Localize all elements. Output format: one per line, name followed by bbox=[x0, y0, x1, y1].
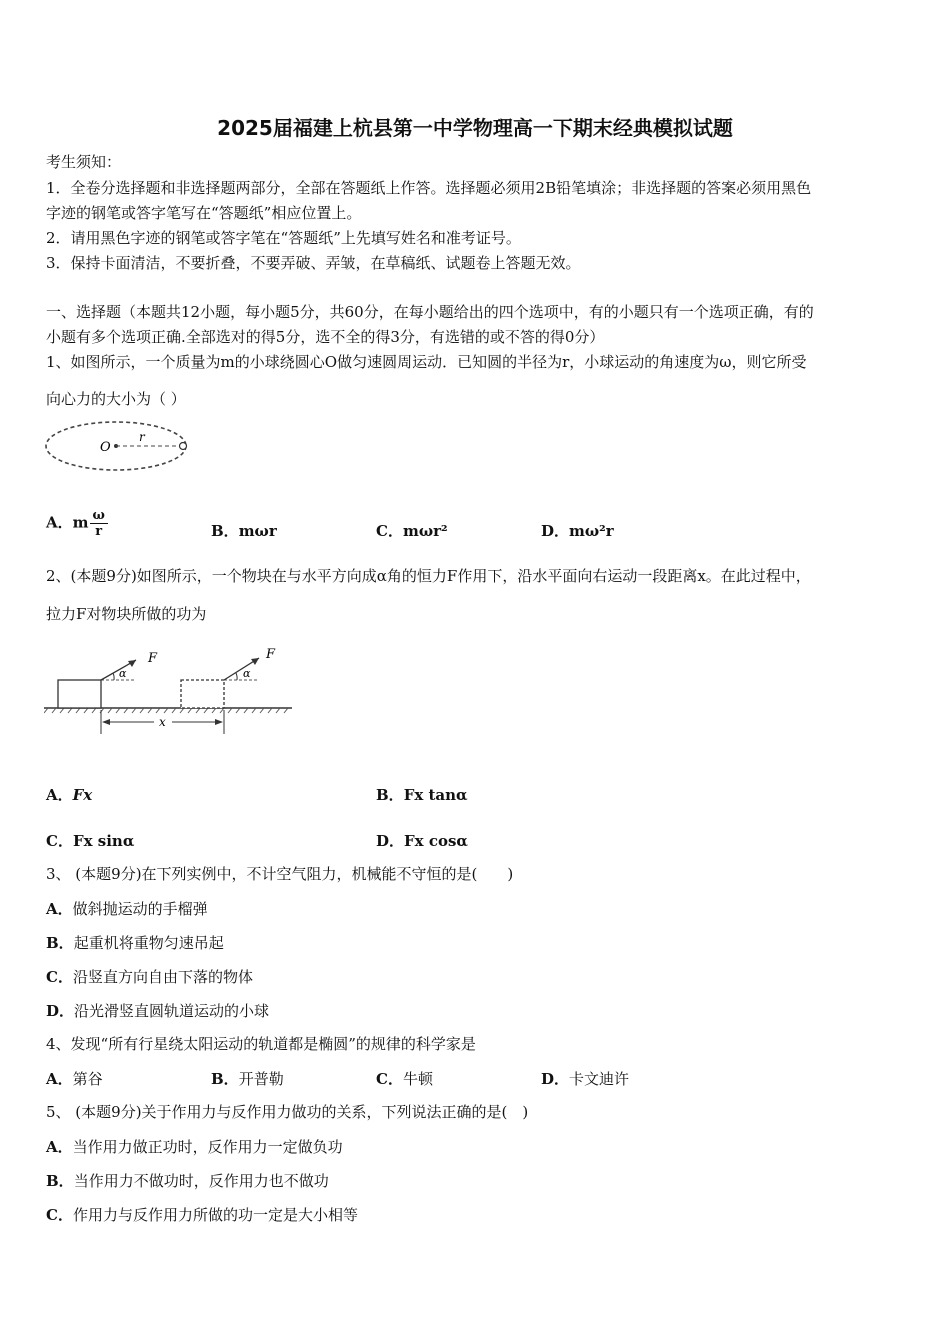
q2-option-d[interactable]: D．Fx cosα bbox=[376, 832, 468, 850]
q4-option-d[interactable]: D．卡文迪许 bbox=[541, 1070, 630, 1088]
label-alpha-1: α bbox=[119, 667, 127, 680]
q2-stem-line2: 拉力F对物块所做的功为 bbox=[46, 605, 207, 623]
label-O: O bbox=[100, 440, 111, 455]
dim-arrow-right bbox=[215, 719, 223, 725]
notice-item-2: 2．请用黑色字迹的钢笔或答字笔在“答题纸”上先填写姓名和准考证号。 bbox=[46, 229, 521, 247]
label-F-2: F bbox=[266, 647, 276, 662]
q2-stem-line1: 2、(本题9分)如图所示，一个物块在与水平方向成α角的恒力F作用下，沿水平面向右运动一段距离x。在此过程中， bbox=[46, 567, 811, 585]
section-heading-line1: 一、选择题（本题共12小题，每小题5分，共60分，在每小题给出的四个选项中，有的小题只有一个选项正确，有的 bbox=[46, 303, 814, 321]
angle-arc-1 bbox=[113, 673, 114, 680]
arrowhead-2 bbox=[251, 658, 259, 665]
q1-option-d[interactable]: D．mω²r bbox=[541, 522, 614, 540]
q2-option-b[interactable]: B．Fx tanα bbox=[376, 786, 468, 804]
label-r: r bbox=[139, 430, 145, 444]
q1-option-b[interactable]: B．mωr bbox=[211, 522, 277, 540]
notice-heading: 考生须知： bbox=[46, 153, 122, 171]
label-F-1: F bbox=[148, 651, 158, 666]
q5-option-c[interactable]: C．作用力与反作用力所做的功一定是大小相等 bbox=[46, 1206, 358, 1224]
q3-option-a[interactable]: A．做斜抛运动的手榴弹 bbox=[46, 900, 208, 918]
block-start bbox=[58, 680, 101, 708]
notice-item-1-cont: 字迹的钢笔或答字笔写在“答题纸”相应位置上。 bbox=[46, 204, 362, 222]
q1-stem-line1: 1、如图所示，一个质量为m的小球绕圆心O做匀速圆周运动．已知圆的半径为r，小球运动的角速度为ω，则它所受 bbox=[46, 353, 807, 371]
q3-option-c[interactable]: C．沿竖直方向自由下落的物体 bbox=[46, 968, 253, 986]
q4-option-c[interactable]: C．牛顿 bbox=[376, 1070, 433, 1088]
q2-option-a[interactable]: A．Fx bbox=[46, 786, 93, 804]
q2-block-figure bbox=[44, 640, 296, 735]
notice-item-3: 3．保持卡面清洁，不要折叠，不要弄破、弄皱，在草稿纸、试题卷上答题无效。 bbox=[46, 254, 581, 272]
label-alpha-2: α bbox=[243, 667, 251, 680]
q5-stem: 5、 (本题9分)关于作用力与反作用力做功的关系，下列说法正确的是( ) bbox=[46, 1103, 529, 1121]
q5-option-a[interactable]: A．当作用力做正功时，反作用力一定做负功 bbox=[46, 1138, 343, 1156]
block-end bbox=[181, 680, 224, 708]
q5-option-b[interactable]: B．当作用力不做功时，反作用力也不做功 bbox=[46, 1172, 329, 1190]
q2-option-c[interactable]: C．Fx sinα bbox=[46, 832, 135, 850]
page-title: 2025届福建上杭县第一中学物理高一下期末经典模拟试题 bbox=[217, 116, 733, 140]
notice-item-1: 1．全卷分选择题和非选择题两部分，全部在答题纸上作答。选择题必须用2B铅笔填涂；非选择题的答案必须用黑色 bbox=[46, 179, 812, 197]
dim-arrow-left bbox=[102, 719, 110, 725]
label-x: x bbox=[159, 715, 166, 729]
fraction: $\frac{\omega}{r}$ bbox=[90, 508, 108, 539]
q1-stem-line2: 向心力的大小为（ ） bbox=[46, 390, 186, 408]
q4-option-b[interactable]: B．开普勒 bbox=[211, 1070, 284, 1088]
section-heading-line2: 小题有多个选项正确.全部选对的得5分，选不全的得3分，有选错的或不答的得0分） bbox=[46, 328, 605, 346]
q1-option-c[interactable]: C．mωr² bbox=[376, 522, 448, 540]
ball bbox=[180, 443, 187, 450]
q1-circle-figure bbox=[44, 418, 194, 474]
q4-stem: 4、发现“所有行星绕太阳运动的轨道都是椭圆”的规律的科学家是 bbox=[46, 1035, 476, 1053]
angle-arc-2 bbox=[236, 673, 237, 680]
q3-option-b[interactable]: B．起重机将重物匀速吊起 bbox=[46, 934, 224, 952]
q3-option-d[interactable]: D．沿光滑竖直圆轨道运动的小球 bbox=[46, 1002, 270, 1020]
q1-option-a[interactable]: A．m $\frac{\omega}{r}$ bbox=[46, 508, 108, 539]
q3-stem: 3、 (本题9分)在下列实例中，不计空气阻力，机械能不守恒的是( ) bbox=[46, 865, 514, 883]
q4-option-a[interactable]: A．第谷 bbox=[46, 1070, 103, 1088]
